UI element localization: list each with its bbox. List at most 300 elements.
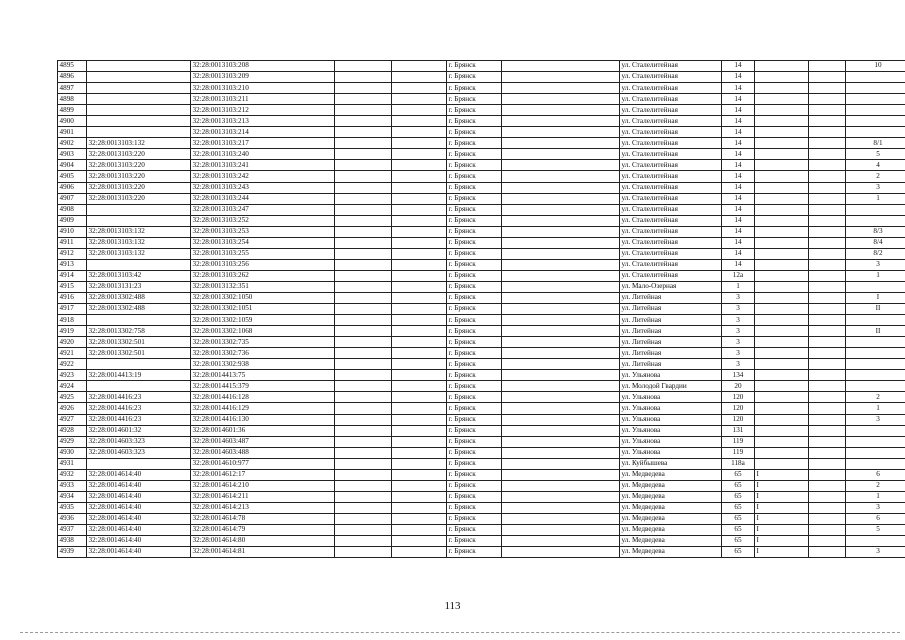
table-row (58, 370, 905, 381)
cell-empty (335, 281, 392, 292)
cell-empty (502, 524, 620, 535)
cell-apartment: 8/2 (846, 248, 905, 259)
cell-apartment: I (846, 292, 905, 303)
table-row (58, 425, 905, 436)
cell-row-number: 4929 (58, 436, 87, 447)
cell-cadastral-number: 32:28:0013103:254 (191, 237, 335, 248)
cell-city: г. Брянск (447, 248, 502, 259)
cell-building (755, 304, 809, 315)
cell-city: г. Брянск (447, 337, 502, 348)
cell-empty (392, 447, 447, 458)
cell-street: ул. Медведева (620, 469, 722, 480)
cell-house: 14 (722, 182, 755, 193)
cell-empty (809, 337, 846, 348)
cell-empty (335, 72, 392, 83)
cell-city: г. Брянск (447, 215, 502, 226)
cell-city: г. Брянск (447, 326, 502, 337)
cell-city: г. Брянск (447, 447, 502, 458)
cell-apartment: 3 (846, 259, 905, 270)
cell-empty (392, 524, 447, 535)
cell-house: 14 (722, 105, 755, 116)
cell-empty (392, 281, 447, 292)
cell-cadastral-number: 32:28:0013302:1051 (191, 304, 335, 315)
table-row (58, 392, 905, 403)
cell-city: г. Брянск (447, 502, 502, 513)
cell-empty (809, 171, 846, 182)
cell-empty (809, 237, 846, 248)
cell-empty (392, 348, 447, 359)
cell-empty (392, 326, 447, 337)
cell-empty (502, 105, 620, 116)
table-row (58, 326, 905, 337)
cell-street: ул. Ульянова (620, 370, 722, 381)
cell-empty (335, 326, 392, 337)
cell-empty (809, 160, 846, 171)
cell-empty (809, 204, 846, 215)
cell-building (755, 270, 809, 281)
cell-empty (809, 414, 846, 425)
cell-parent-cadastral: 32:28:0014614:40 (87, 491, 191, 502)
cell-city: г. Брянск (447, 381, 502, 392)
cell-row-number: 4904 (58, 160, 87, 171)
cell-row-number: 4916 (58, 292, 87, 303)
cell-parent-cadastral (87, 116, 191, 127)
cell-empty (809, 326, 846, 337)
cell-street: ул. Сталелитейная (620, 72, 722, 83)
cell-empty (502, 425, 620, 436)
cell-house: 14 (722, 72, 755, 83)
cell-street: ул. Сталелитейная (620, 204, 722, 215)
cell-empty (809, 72, 846, 83)
cell-row-number: 4937 (58, 524, 87, 535)
cell-city: г. Брянск (447, 193, 502, 204)
cell-cadastral-number: 32:28:0013302:938 (191, 359, 335, 370)
cell-empty (392, 116, 447, 127)
cell-empty (392, 226, 447, 237)
cell-empty (809, 182, 846, 193)
table-row (58, 116, 905, 127)
cell-empty (809, 436, 846, 447)
cell-empty (809, 381, 846, 392)
cell-row-number: 4933 (58, 480, 87, 491)
cell-empty (392, 160, 447, 171)
table-row (58, 270, 905, 281)
cell-empty (502, 381, 620, 392)
cell-row-number: 4913 (58, 259, 87, 270)
cell-apartment (846, 536, 905, 547)
table-row (58, 524, 905, 535)
cell-empty (392, 105, 447, 116)
cell-parent-cadastral: 32:28:0013103:132 (87, 138, 191, 149)
cell-apartment: 2 (846, 392, 905, 403)
cell-parent-cadastral (87, 72, 191, 83)
cell-parent-cadastral: 32:28:0014614:40 (87, 524, 191, 535)
cell-parent-cadastral: 32:28:0013103:42 (87, 270, 191, 281)
table-row (58, 281, 905, 292)
cell-apartment (846, 348, 905, 359)
cell-house: 3 (722, 326, 755, 337)
cell-empty (335, 491, 392, 502)
cell-building: I (755, 536, 809, 547)
cell-empty (335, 502, 392, 513)
cell-row-number: 4922 (58, 359, 87, 370)
cell-city: г. Брянск (447, 392, 502, 403)
table-row (58, 138, 905, 149)
cell-apartment (846, 127, 905, 138)
cell-city: г. Брянск (447, 204, 502, 215)
cell-cadastral-number: 32:28:0014601:36 (191, 425, 335, 436)
cell-cadastral-number: 32:28:0014614:81 (191, 547, 335, 558)
cell-cadastral-number: 32:28:0013103:210 (191, 83, 335, 94)
cell-parent-cadastral: 32:28:0014416:23 (87, 414, 191, 425)
cell-house: 14 (722, 160, 755, 171)
cell-empty (335, 226, 392, 237)
cell-city: г. Брянск (447, 116, 502, 127)
cell-empty (502, 281, 620, 292)
cell-empty (502, 215, 620, 226)
table-row (58, 127, 905, 138)
cell-cadastral-number: 32:28:0013103:242 (191, 171, 335, 182)
cell-building (755, 392, 809, 403)
cell-house: 14 (722, 149, 755, 160)
cell-city: г. Брянск (447, 524, 502, 535)
table-row (58, 292, 905, 303)
cell-street: ул. Медведева (620, 547, 722, 558)
cell-cadastral-number: 32:28:0013103:208 (191, 61, 335, 72)
cell-parent-cadastral: 32:28:0013103:220 (87, 193, 191, 204)
cell-house: 65 (722, 502, 755, 513)
cell-street: ул. Сталелитейная (620, 215, 722, 226)
cell-apartment (846, 204, 905, 215)
cell-empty (392, 292, 447, 303)
cell-apartment (846, 436, 905, 447)
registry-table-body (58, 61, 905, 558)
cell-house: 14 (722, 259, 755, 270)
cell-city: г. Брянск (447, 182, 502, 193)
cell-empty (335, 193, 392, 204)
cell-cadastral-number: 32:28:0013103:252 (191, 215, 335, 226)
cell-empty (335, 315, 392, 326)
cell-empty (392, 138, 447, 149)
cell-empty (392, 491, 447, 502)
cell-house: 3 (722, 304, 755, 315)
cell-building (755, 425, 809, 436)
cell-city: г. Брянск (447, 61, 502, 72)
cell-building (755, 116, 809, 127)
cell-empty (392, 315, 447, 326)
cell-city: г. Брянск (447, 281, 502, 292)
cell-city: г. Брянск (447, 237, 502, 248)
table-row (58, 105, 905, 116)
cell-apartment: 1 (846, 403, 905, 414)
cell-city: г. Брянск (447, 480, 502, 491)
cell-empty (502, 414, 620, 425)
cell-street: ул. Сталелитейная (620, 138, 722, 149)
table-row (58, 226, 905, 237)
cell-street: ул. Медведева (620, 480, 722, 491)
cell-cadastral-number: 32:28:0013103:212 (191, 105, 335, 116)
cell-house: 119 (722, 436, 755, 447)
table-row (58, 237, 905, 248)
cell-parent-cadastral (87, 105, 191, 116)
cell-row-number: 4903 (58, 149, 87, 160)
cell-empty (392, 127, 447, 138)
cell-cadastral-number: 32:28:0014416:130 (191, 414, 335, 425)
cell-cadastral-number: 32:28:0014614:211 (191, 491, 335, 502)
cell-parent-cadastral: 32:28:0013103:220 (87, 149, 191, 160)
cell-row-number: 4896 (58, 72, 87, 83)
cell-empty (502, 436, 620, 447)
cell-empty (335, 304, 392, 315)
cell-row-number: 4907 (58, 193, 87, 204)
cell-empty (809, 348, 846, 359)
cell-empty (335, 292, 392, 303)
cell-row-number: 4935 (58, 502, 87, 513)
cell-parent-cadastral (87, 61, 191, 72)
table-row (58, 304, 905, 315)
cell-empty (392, 536, 447, 547)
cell-empty (502, 403, 620, 414)
cell-street: ул. Сталелитейная (620, 171, 722, 182)
cell-parent-cadastral: 32:28:0013302:501 (87, 337, 191, 348)
cell-empty (335, 138, 392, 149)
cell-apartment (846, 458, 905, 469)
cell-parent-cadastral: 32:28:0013131:23 (87, 281, 191, 292)
cell-cadastral-number: 32:28:0013103:255 (191, 248, 335, 259)
cell-parent-cadastral: 32:28:0014614:40 (87, 513, 191, 524)
cell-apartment: 8/4 (846, 237, 905, 248)
cell-street: ул. Литейная (620, 359, 722, 370)
cell-building (755, 326, 809, 337)
cell-empty (809, 248, 846, 259)
cell-house: 65 (722, 513, 755, 524)
table-row (58, 149, 905, 160)
cell-empty (502, 94, 620, 105)
cell-empty (392, 61, 447, 72)
cell-row-number: 4920 (58, 337, 87, 348)
cell-street: ул. Сталелитейная (620, 116, 722, 127)
cell-parent-cadastral: 32:28:0014614:40 (87, 536, 191, 547)
cell-row-number: 4902 (58, 138, 87, 149)
table-row (58, 436, 905, 447)
cell-street: ул. Литейная (620, 348, 722, 359)
cell-city: г. Брянск (447, 160, 502, 171)
cell-row-number: 4899 (58, 105, 87, 116)
cell-row-number: 4918 (58, 315, 87, 326)
cell-house: 14 (722, 127, 755, 138)
cell-cadastral-number: 32:28:0013103:247 (191, 204, 335, 215)
cell-row-number: 4895 (58, 61, 87, 72)
cell-empty (392, 381, 447, 392)
cell-apartment (846, 359, 905, 370)
cell-street: ул. Медведева (620, 524, 722, 535)
cell-cadastral-number: 32:28:0014614:80 (191, 536, 335, 547)
cell-building (755, 171, 809, 182)
cell-empty (502, 116, 620, 127)
cell-apartment: 8/1 (846, 138, 905, 149)
cell-building (755, 292, 809, 303)
cell-apartment: 2 (846, 171, 905, 182)
cell-building (755, 237, 809, 248)
cell-cadastral-number: 32:28:0013103:253 (191, 226, 335, 237)
cell-house: 3 (722, 337, 755, 348)
cell-city: г. Брянск (447, 436, 502, 447)
cell-cadastral-number: 32:28:0014612:17 (191, 469, 335, 480)
cell-empty (809, 315, 846, 326)
cell-building (755, 403, 809, 414)
cell-row-number: 4934 (58, 491, 87, 502)
cell-empty (502, 160, 620, 171)
cell-street: ул. Ульянова (620, 414, 722, 425)
cell-empty (392, 215, 447, 226)
cell-apartment: 10 (846, 61, 905, 72)
cell-empty (809, 149, 846, 160)
cell-house: 3 (722, 292, 755, 303)
cell-parent-cadastral (87, 83, 191, 94)
cell-city: г. Брянск (447, 547, 502, 558)
cell-empty (335, 480, 392, 491)
cell-parent-cadastral: 32:28:0013103:132 (87, 226, 191, 237)
cell-row-number: 4905 (58, 171, 87, 182)
cell-empty (392, 502, 447, 513)
cell-empty (335, 182, 392, 193)
cell-empty (392, 193, 447, 204)
cell-empty (335, 83, 392, 94)
cell-empty (392, 469, 447, 480)
cell-cadastral-number: 32:28:0013302:736 (191, 348, 335, 359)
cell-house: 65 (722, 491, 755, 502)
cell-cadastral-number: 32:28:0013302:1068 (191, 326, 335, 337)
cell-row-number: 4919 (58, 326, 87, 337)
cell-parent-cadastral: 32:28:0014614:40 (87, 502, 191, 513)
cell-empty (335, 237, 392, 248)
cell-city: г. Брянск (447, 94, 502, 105)
cell-building (755, 436, 809, 447)
cell-apartment (846, 105, 905, 116)
cell-cadastral-number: 32:28:0014614:79 (191, 524, 335, 535)
cell-city: г. Брянск (447, 149, 502, 160)
table-row (58, 513, 905, 524)
cell-empty (809, 83, 846, 94)
table-row (58, 447, 905, 458)
table-row (58, 171, 905, 182)
cell-apartment: 8/3 (846, 226, 905, 237)
cell-empty (502, 259, 620, 270)
cell-street: ул. Куйбышева (620, 458, 722, 469)
cell-building (755, 458, 809, 469)
cell-house: 3 (722, 359, 755, 370)
cell-apartment: 6 (846, 513, 905, 524)
cell-empty (809, 116, 846, 127)
cell-street: ул. Сталелитейная (620, 193, 722, 204)
cell-cadastral-number: 32:28:0013302:1059 (191, 315, 335, 326)
cell-parent-cadastral: 32:28:0014416:23 (87, 392, 191, 403)
cell-street: ул. Мало-Озерная (620, 281, 722, 292)
cell-city: г. Брянск (447, 469, 502, 480)
cell-city: г. Брянск (447, 105, 502, 116)
cell-street: ул. Медведева (620, 513, 722, 524)
cell-apartment (846, 447, 905, 458)
cell-empty (335, 248, 392, 259)
cell-cadastral-number: 32:28:0013103:244 (191, 193, 335, 204)
cell-parent-cadastral: 32:28:0014614:40 (87, 547, 191, 558)
cell-house: 14 (722, 83, 755, 94)
registry-sheet (57, 60, 883, 558)
cell-empty (335, 204, 392, 215)
cell-empty (392, 392, 447, 403)
table-row (58, 61, 905, 72)
cell-apartment (846, 370, 905, 381)
cell-empty (809, 94, 846, 105)
cell-city: г. Брянск (447, 292, 502, 303)
cell-house: 120 (722, 392, 755, 403)
cell-empty (502, 182, 620, 193)
cell-building (755, 182, 809, 193)
cell-row-number: 4901 (58, 127, 87, 138)
cell-apartment: 6 (846, 469, 905, 480)
cell-house: 3 (722, 315, 755, 326)
table-row (58, 480, 905, 491)
cell-city: г. Брянск (447, 304, 502, 315)
cell-street: ул. Литейная (620, 315, 722, 326)
cell-empty (809, 447, 846, 458)
cell-building: I (755, 513, 809, 524)
cell-apartment: 2 (846, 480, 905, 491)
cell-row-number: 4897 (58, 83, 87, 94)
cell-street: ул. Сталелитейная (620, 61, 722, 72)
cell-street: ул. Сталелитейная (620, 94, 722, 105)
cell-street: ул. Сталелитейная (620, 160, 722, 171)
cell-parent-cadastral (87, 204, 191, 215)
cell-empty (502, 458, 620, 469)
cell-building: I (755, 469, 809, 480)
cell-row-number: 4915 (58, 281, 87, 292)
cell-building (755, 315, 809, 326)
table-row (58, 259, 905, 270)
cell-street: ул. Литейная (620, 326, 722, 337)
cell-empty (502, 491, 620, 502)
cell-empty (392, 403, 447, 414)
cell-cadastral-number: 32:28:0013103:241 (191, 160, 335, 171)
cell-empty (392, 414, 447, 425)
cell-empty (335, 337, 392, 348)
cell-house: 65 (722, 536, 755, 547)
cell-empty (335, 348, 392, 359)
table-row (58, 414, 905, 425)
cell-apartment: 4 (846, 160, 905, 171)
cell-parent-cadastral (87, 259, 191, 270)
cell-apartment (846, 116, 905, 127)
cell-street: ул. Сталелитейная (620, 237, 722, 248)
cell-empty (809, 259, 846, 270)
cell-building (755, 359, 809, 370)
cell-row-number: 4932 (58, 469, 87, 480)
cell-empty (392, 182, 447, 193)
cell-empty (392, 83, 447, 94)
cell-cadastral-number: 32:28:0014416:128 (191, 392, 335, 403)
cell-row-number: 4906 (58, 182, 87, 193)
cell-house: 65 (722, 547, 755, 558)
cell-cadastral-number: 32:28:0013103:209 (191, 72, 335, 83)
cell-apartment (846, 72, 905, 83)
cell-building (755, 226, 809, 237)
cell-empty (502, 226, 620, 237)
cell-city: г. Брянск (447, 458, 502, 469)
cell-cadastral-number: 32:28:0013103:240 (191, 149, 335, 160)
cell-parent-cadastral: 32:28:0013103:220 (87, 171, 191, 182)
cell-empty (809, 425, 846, 436)
cell-street: ул. Литейная (620, 292, 722, 303)
